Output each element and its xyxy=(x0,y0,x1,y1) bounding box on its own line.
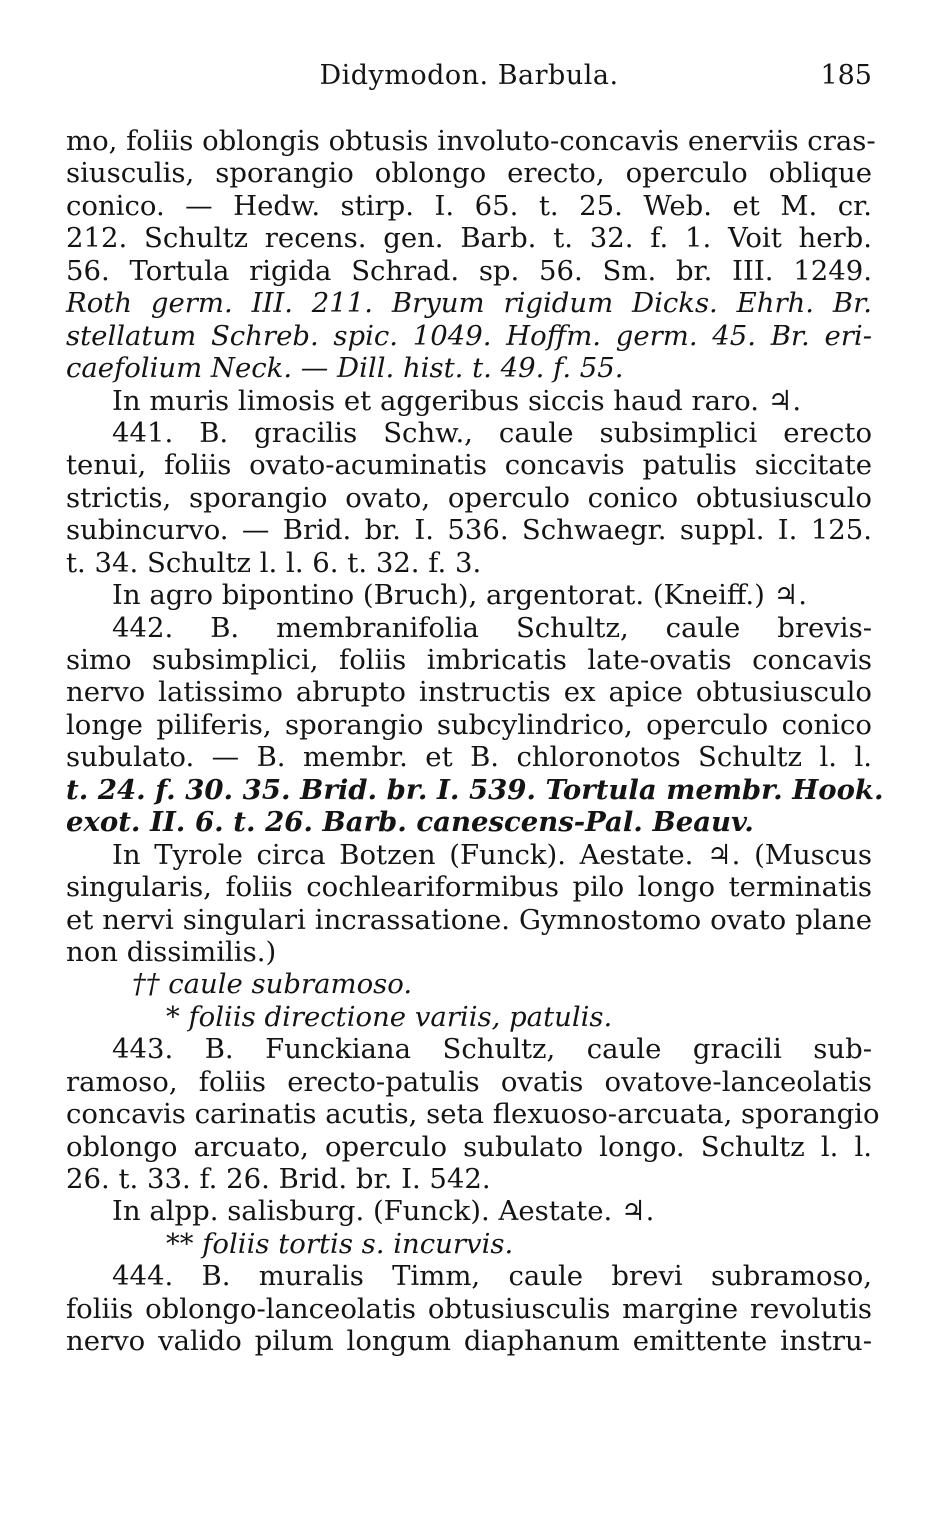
text-line: exot. II. 6. t. 26. Barb. canescens-Pal. Beauv. xyxy=(66,806,754,839)
text-line: et nervi singulari incrassatione. Gymnostomo ovato plane xyxy=(66,903,872,936)
text-line: conico. — Hedw. stirp. I. 65. t. 25. Web. et M. cr. xyxy=(66,189,872,222)
text-line: oblongo arcuato, operculo subulato longo. Schultz l. l. xyxy=(66,1130,872,1163)
text-line: nervo latissimo abrupto instructis ex apice obtusiusculo xyxy=(66,676,872,709)
running-head: Didymodon. Barbula. xyxy=(319,60,619,91)
text-line: tenui, foliis ovato-acuminatis concavis patulis siccitate xyxy=(66,449,872,482)
text-line: longe piliferis, sporangio subcylindrico, operculo conico xyxy=(66,708,872,741)
text-line: subincurvo. — Brid. br. I. 536. Schwaegr. suppl. I. 125. xyxy=(66,514,872,547)
text-line: mo, foliis oblongis obtusis involuto-concavis enerviis cras- xyxy=(66,125,876,157)
text-line: 212. Schultz recens. gen. Barb. t. 32. f. 1. Voit herb. xyxy=(66,222,872,255)
text-line: foliis oblongo-lanceolatis obtusiusculis margine revolutis xyxy=(66,1292,872,1325)
text-line: strictis, sporangio ovato, operculo conico obtusiusculo xyxy=(66,481,872,514)
text-line: Roth germ. III. 211. Bryum rigidum Dicks. Ehrh. Br. xyxy=(66,287,872,320)
text-line: nervo valido pilum longum diaphanum emittente instru- xyxy=(66,1325,872,1358)
text-line: simo subsimplici, foliis imbricatis late-ovatis concavis xyxy=(66,644,872,676)
text-line: In agro bipontino (Bruch), argentorat. (Kneiff.) ♃. xyxy=(112,579,808,612)
page-header xyxy=(66,60,872,100)
species-heading: 443. B. Funckiana Schultz, caule gracili sub- xyxy=(112,1033,872,1066)
text-line: stellatum Schreb. spic. 1049. Hoffm. germ. 45. Br. eri- xyxy=(66,319,872,352)
text-line: ramoso, foliis erecto-patulis ovatis ovatove-lanceolatis xyxy=(66,1065,872,1098)
text-line: concavis carinatis acutis, seta flexuoso-arcuata, sporangio xyxy=(66,1098,880,1131)
text-line: singularis, foliis cochleariformibus pilo longo terminatis xyxy=(66,871,872,904)
section-heading: * foliis directione variis, patulis. xyxy=(166,1000,613,1033)
species-heading: 444. B. muralis Timm, caule brevi subramoso, xyxy=(112,1260,872,1293)
text-line: t. 24. f. 30. 35. Brid. br. I. 539. Tortula membr. Hook. xyxy=(66,773,884,806)
text-line: t. 34. Schultz l. l. 6. t. 32. f. 3. xyxy=(66,546,482,579)
text-line: siusculis, sporangio oblongo erecto, operculo oblique xyxy=(66,157,872,190)
text-line: In muris limosis et aggeribus siccis haud raro. ♃. xyxy=(112,384,802,417)
species-heading: 442. B. membranifolia Schultz, caule brevis- xyxy=(112,611,872,644)
text-line: subulato. — B. membr. et B. chloronotos Schultz l. l. xyxy=(66,741,872,774)
page-number: 185 xyxy=(820,60,872,91)
text-line: caefolium Neck. — Dill. hist. t. 49. f. 55. xyxy=(66,352,624,385)
text-line: 26. t. 33. f. 26. Brid. br. I. 542. xyxy=(66,1163,491,1195)
text-line: non dissimilis.) xyxy=(66,935,277,968)
text-body xyxy=(66,125,884,1358)
species-heading: 441. B. gracilis Schw., caule subsimplici erecto xyxy=(112,416,872,449)
text-line: In alpp. salisburg. (Funck). Aestate. ♃. xyxy=(112,1195,655,1228)
text-line: In Tyrole circa Botzen (Funck). Aestate. ♃. (Muscus xyxy=(112,838,872,871)
section-heading: †† caule subramoso. xyxy=(132,968,413,1001)
text-line: 56. Tortula rigida Schrad. sp. 56. Sm. br. III. 1249. xyxy=(66,254,872,287)
section-heading: ** foliis tortis s. incurvis. xyxy=(166,1227,514,1260)
